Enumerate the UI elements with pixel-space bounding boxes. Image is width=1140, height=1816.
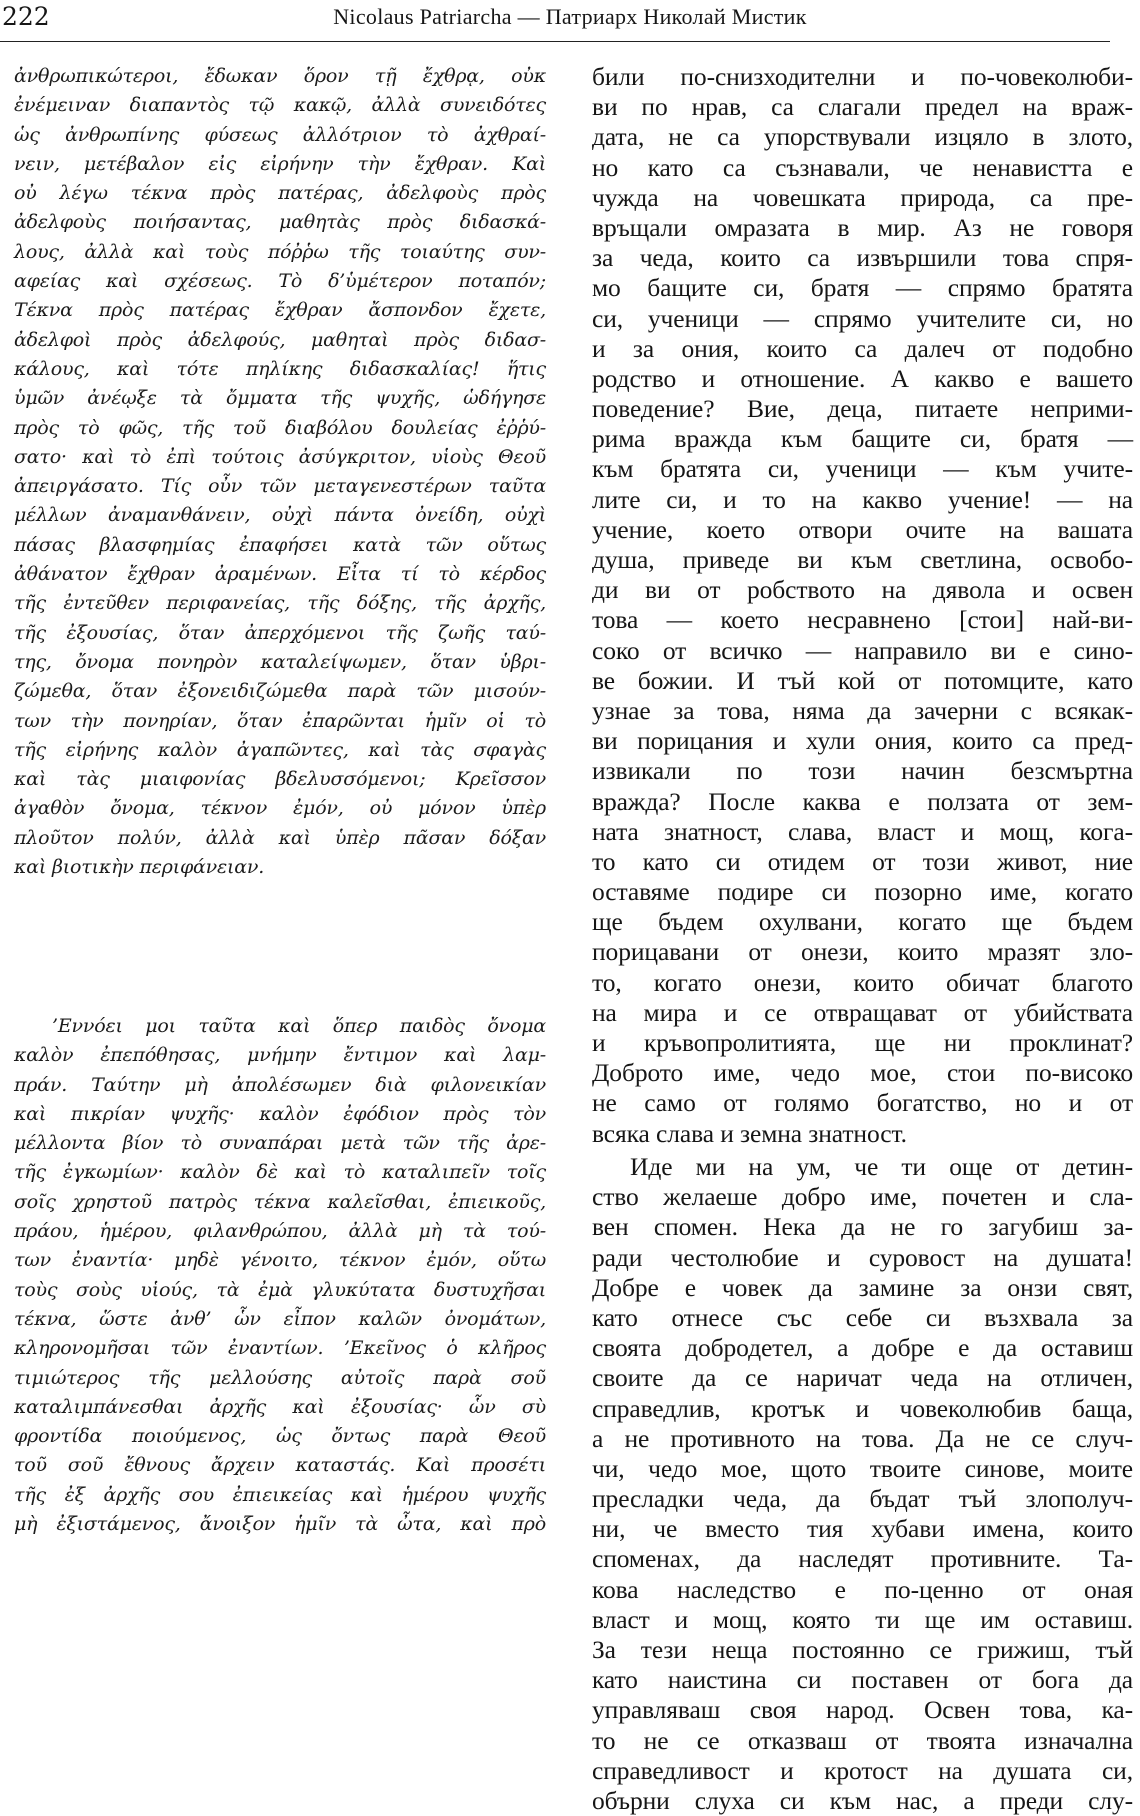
text-line: ви порицания и хули ония, които са пред- <box>592 726 1133 756</box>
text-line: καταλιμπάνεσθαι ἀρχῆς καὶ ἐξουσίας· ὧν σὺ <box>14 1395 546 1418</box>
greek-paragraph-2 <box>14 1012 546 1539</box>
text-line: това — което несравнено [стои] най-ви- <box>592 605 1133 635</box>
text-line: των ἐναντία· μηδὲ γένοιτο, τέκνον ἐμόν, οὕτω <box>14 1249 546 1272</box>
text-line: φροντίδα ποιούμενος, ὡς ὄντως παρὰ Θεοῦ <box>14 1425 546 1448</box>
text-line: като отнесе със себе си възхвала за <box>592 1302 1133 1332</box>
text-line: за чеда, които са извършили това спря- <box>592 243 1133 273</box>
text-line: τῆς ἐντεῦθεν περιφανείας, τῆς δόξης, τῆς ἀρχῆς, <box>14 592 546 615</box>
text-line: τῆς ἐξ ἀρχῆς σου ἐπιεικείας καὶ ἡμέρου ψυχῆς <box>14 1483 546 1506</box>
text-line: τοῦ σοῦ ἔθνους ἄρχειν καταστάς. Καὶ προσέτι <box>14 1454 546 1477</box>
text-line: чи, чедо мое, щото твоите синове, моите <box>592 1453 1133 1483</box>
text-line: Τέκνα πρὸς πατέρας ἔχθραν ἄσπονδον ἔχετε, <box>14 299 546 322</box>
text-line: ἀθάνατον ἔχθραν ἀραμένων. Εἶτα τί τὸ κέρδος <box>14 563 546 586</box>
text-line: ство желаеше добро име, почетен и сла- <box>592 1182 1133 1212</box>
running-title: Nicolaus Patriarcha — Патриарх Николай Мистик <box>333 4 807 29</box>
text-line: то не се отказваш от твоята изначална <box>592 1725 1133 1755</box>
text-line: ἀδελφοὺς ποιήσαντας, μαθητὰς πρὸς διδασκά- <box>14 211 546 234</box>
text-line: кова наследство е по-ценно от оная <box>592 1574 1133 1604</box>
text-line: справедливост и кротост на душата си, <box>592 1755 1133 1785</box>
text-line: τῆς ἐγκωμίων· καλὸν δὲ καὶ τὸ καταλιπεῖν τοῖς <box>14 1161 546 1184</box>
text-line: τῆς ἐξουσίας, ὅταν ἀπερχόμενοι τῆς ζωῆς ταύ- <box>14 621 546 644</box>
text-line: но като са съзнавали, че ненавистта е <box>592 152 1133 182</box>
text-line: ще бъдем охулвани, когато ще бъдем <box>592 907 1133 937</box>
bulgarian-paragraph-1 <box>592 62 1133 1149</box>
text-line: ἀδελφοὶ πρὸς ἀδελφούς, μαθηταὶ πρὸς διδασ- <box>14 328 546 351</box>
text-line: към братята си, ученици — към учите- <box>592 454 1133 484</box>
greek-paragraph-1 <box>14 62 546 882</box>
text-line: лите си, и то на какво учение! — на <box>592 484 1133 514</box>
text-line: вражда? После каква е ползата от зем- <box>592 786 1133 816</box>
text-line: πάσας βλασφημίας ἐπαφήσει κατὰ τῶν οὕτως <box>14 533 546 556</box>
text-line: πράου, ἡμέρου, φιλανθρώπου, ἀλλὰ μὴ τὰ τού- <box>14 1220 546 1243</box>
text-line: της, ὄνομα πονηρὸν καταλείψωμεν, ὅταν ὑβρι- <box>14 650 546 673</box>
text-line: пресладки чеда, да бъдат тъй злополуч- <box>592 1484 1133 1514</box>
text-line: κληρονομῆσαι τῶν ἐναντίων. ’Εκεῖνος ὁ κλῆρος <box>14 1337 546 1360</box>
text-line: των τὴν πονηρίαν, ὅταν ἐπαρῶνται ἡμῖν οἱ τὸ <box>14 709 546 732</box>
text-line: μέλλων ἀναμανθάνειν, οὐχὶ πάντα ὀνείδη, οὐχὶ <box>14 504 546 527</box>
text-line: ἀπειργάσατο. Τίς οὖν τῶν μεταγενεστέρων ταῦτα <box>14 475 546 498</box>
text-line: и кръвопролитията, ще ни проклинат? <box>592 1028 1133 1057</box>
text-line: своята добродетел, а добре е да оставиш <box>592 1333 1133 1363</box>
text-line: и за ония, които са далеч от подобно <box>592 333 1133 363</box>
text-line: порицавани от онези, които мразят зло- <box>592 937 1133 967</box>
text-line: καλὸν ἐπεπόθησας, μνήμην ἔντιμον καὶ λαμ- <box>14 1044 546 1067</box>
text-line: καὶ τὰς μιαιφονίας βδελυσσόμενοι; Κρεῖσσον <box>14 768 546 791</box>
text-line: душа, приведе ви към светлина, освобо- <box>592 545 1133 574</box>
text-line: νειν, μετέβαλον εἰς εἰρήνην τὴν ἔχθραν. Καὶ <box>14 152 546 175</box>
text-line: ὡς ἀνθρωπίνης φύσεως ἀλλότριον τὸ ἀχθραί- <box>14 123 546 146</box>
text-line: обърни слуха си към нас, а преди слу- <box>592 1785 1133 1815</box>
text-line: връщали омразата в мир. Аз не говоря <box>592 212 1133 242</box>
text-line: били по-снизходителни и по-човеколюби- <box>592 62 1133 91</box>
text-line: споменах, да наследят противните. Та- <box>592 1544 1133 1574</box>
text-line: родство и отношение. А какво е вашето <box>592 363 1133 393</box>
text-line: управляваш своя народ. Освен това, ка- <box>592 1695 1133 1725</box>
text-line: а не противното на това. Да не се случ- <box>592 1423 1133 1453</box>
text-line: учение, което отвори очите на вашата <box>592 514 1133 544</box>
text-line: ви по нрав, са слагали предел на враж- <box>592 92 1133 122</box>
text-line: καὶ πικρίαν ψυχῆς· καλὸν ἐφόδιον πρὸς τὸν <box>14 1102 546 1125</box>
text-line: Добре е човек да замине за онзи свят, <box>592 1272 1133 1302</box>
text-line: σοῖς χρηστοῦ πατρὸς τέκνα καλεῖσθαι, ἐπιεικοῦς, <box>14 1190 546 1213</box>
text-line: на мира и се отвращават от убийствата <box>592 997 1133 1027</box>
text-line: καὶ βιοτικὴν περιφάνειαν. <box>14 856 265 879</box>
text-line: πρὸς τὸ φῶς, τῆς τοῦ διαβόλου δουλείας ἐῤῥύ- <box>14 416 546 439</box>
text-line: ζώμεθα, ὅταν ἐξονειδιζώμεθα παρὰ τῶν μισούν- <box>14 680 546 703</box>
text-line: вен спомен. Нека да не го загубиш за- <box>592 1212 1133 1242</box>
text-line: ни, че вместо тия хубави имена, които <box>592 1514 1133 1544</box>
text-line: всяка слава и земна знатност. <box>592 1118 907 1148</box>
text-line: узнае за това, няма да зачерни с всякак- <box>592 695 1133 725</box>
text-line: чужда на човешката природа, са пре- <box>592 182 1133 212</box>
text-line: λους, ἀλλὰ καὶ τοὺς πόῤῥω τῆς τοιαύτης συν- <box>14 240 546 263</box>
text-line: ἀγαθὸν ὄνομα, τέκνον ἐμόν, οὐ μόνον ὑπὲρ <box>14 797 546 820</box>
text-line: ἐνέμειναν διαπαντὸς τῷ κακῷ, ἀλλὰ συνειδότες <box>14 94 546 117</box>
text-line: За тези неща постоянно се грижиш, тъй <box>592 1635 1133 1664</box>
text-line: власт и мощ, която ти ще им оставиш. <box>592 1604 1133 1634</box>
text-line: πλοῦτον πολύν, ἀλλὰ καὶ ὑπὲρ πᾶσαν δόξαν <box>14 826 546 849</box>
text-line: своите да се наричат чеда на отличен, <box>592 1363 1133 1393</box>
text-line: αφείας καὶ σχέσεως. Τὸ δ’ὑμέτερον ποταπόν; <box>14 270 546 293</box>
text-line: ’Εννόει μοι ταῦτα καὶ ὅπερ παιδὸς ὄνομα <box>52 1015 546 1037</box>
text-line: поведение? Вие, деца, питаете неприми- <box>592 394 1133 424</box>
running-header <box>0 0 1140 44</box>
text-line: ἀνθρωπικώτεροι, ἔδωκαν ὅρον τῇ ἔχθρᾳ, οὐκ <box>14 65 546 87</box>
text-line: ди ви от робството на дявола и освен <box>592 575 1133 605</box>
text-line: като наистина си поставен от бога да <box>592 1665 1133 1695</box>
text-line: справедлив, кротък и човеколюбив баща, <box>592 1393 1133 1423</box>
text-line: μὴ ἐξιστάμενος, ἄνοιξον ἡμῖν τὰ ὦτα, καὶ πρὸ <box>14 1513 546 1536</box>
text-line: ната знатност, слава, власт и мощ, кога- <box>592 816 1133 846</box>
text-line: мо бащите си, братя — спрямо братята <box>592 273 1133 303</box>
text-line: σατο· καὶ τὸ ἐπὶ τούτοις ἀσύγκριτον, υἱοὺς Θεοῦ <box>14 445 546 468</box>
text-line: не само от голямо богатство, но и от <box>592 1088 1133 1118</box>
text-line: Доброто име, чедо мое, стои по-високо <box>592 1058 1133 1088</box>
text-line: си, ученици — спрямо учителите си, но <box>592 303 1133 333</box>
page-number: 222 <box>2 2 50 31</box>
text-line: соко от всичко — направило ви е сино- <box>592 635 1133 665</box>
text-line: κάλους, καὶ τότε πηλίκης διδασκαλίας! ἥτις <box>14 357 546 380</box>
text-line: ве божии. И тъй кой от потомците, като <box>592 665 1133 695</box>
text-line: πράν. Ταύτην μὴ ἀπολέσωμεν διὰ φιλονεικίαν <box>14 1073 546 1096</box>
text-line: то, когато онези, които обичат благото <box>592 967 1133 997</box>
text-line: дата, не са упорствували изцяло в злото, <box>592 122 1133 152</box>
bulgarian-paragraph-2 <box>592 1152 1133 1816</box>
text-line: ради честолюбие и суровост на душата! <box>592 1242 1133 1272</box>
text-line: μέλλοντα βίον τὸ συναπάραι μετὰ τῶν τῆς ἀρε- <box>14 1132 546 1155</box>
text-line: Иде ми на ум, че ти още от детин- <box>630 1152 1133 1181</box>
text-line: рима вражда към бащите си, братя — <box>592 424 1133 454</box>
text-line: ὑμῶν ἀνέῳξε τὰ ὄμματα τῆς ψυχῆς, ὡδήγησε <box>14 387 546 410</box>
text-line: τοὺς σοὺς υἱούς, τὰ ἐμὰ γλυκύτατα δυστυχῆσαι <box>14 1278 546 1301</box>
text-line: οὐ λέγω τέκνα πρὸς πατέρας, ἀδελφοὺς πρὸς <box>14 182 546 205</box>
text-line: τέκνα, ὥστε ἀνθ’ ὧν εἶπον καλῶν ὀνομάτων, <box>14 1307 546 1330</box>
header-rule <box>0 41 1110 42</box>
text-line: τῆς εἰρήνης καλὸν ἀγαπῶντες, καὶ τὰς σφαγὰς <box>14 738 546 761</box>
text-line: оставяме подире си позорно име, когато <box>592 877 1133 907</box>
text-line: то като си отидем от този живот, ние <box>592 846 1133 876</box>
text-line: τιμιώτερος τῆς μελλούσης αὐτοῖς παρὰ σοῦ <box>14 1366 546 1389</box>
text-line: извикали по този начин безсмъртна <box>592 756 1133 786</box>
